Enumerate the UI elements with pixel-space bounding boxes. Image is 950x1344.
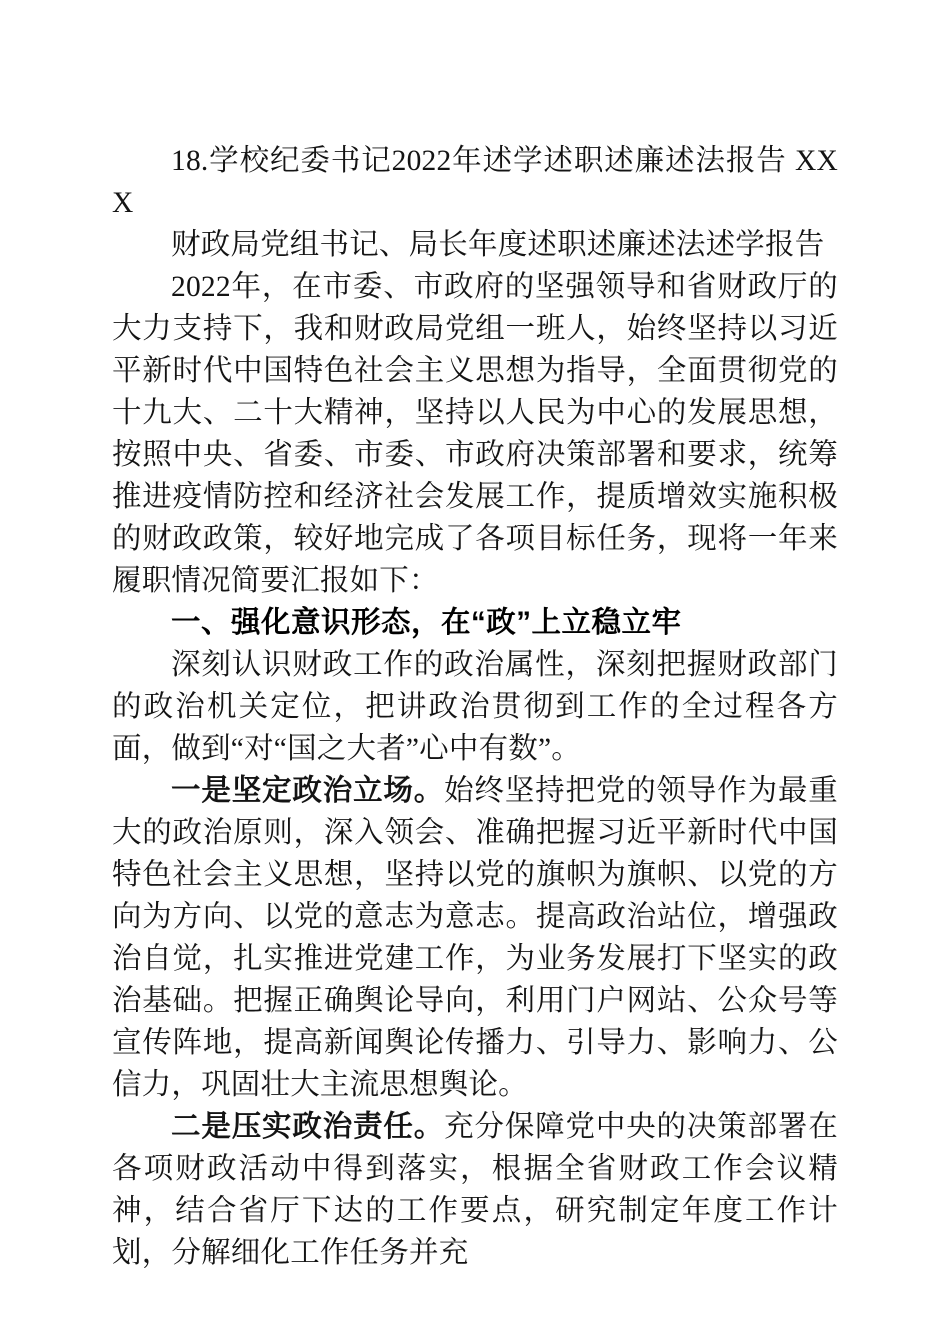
point-one-body: 始终坚持把党的领导作为最重大的政治原则，深入领会、准确把握习近平新时代中国特色社会主义思想，坚持以党的旗帜为旗帜、以党的方向为方向、以党的意志为意志。提高政治站位，增强政治自觉，扎实推进党建工作，为业务发展打下坚实的政治基础。把握正确舆论导向，利用门户网站、公众号等宣传阵地，提高新闻舆论传播力、引导力、影响力、公信力，巩固壮大主流思想舆论。 bbox=[112, 775, 838, 1101]
point-one-lead-in: 一是坚定政治立场。 bbox=[171, 775, 445, 807]
section-1-lead-paragraph: 深刻认识财政工作的政治属性，深刻把握财政部门的政治机关定位，把讲政治贯彻到工作的全过程各方面，做到“对“国之大者”心中有数”。 bbox=[112, 649, 838, 765]
intro-paragraph: 2022年，在市委、市政府的坚强领导和省财政厅的大力支持下，我和财政局党组一班人，始终坚持以习近平新时代中国特色社会主义思想为指导，全面贯彻党的十九大、二十大精神，坚持以人民为中心的发展思想，按照中央、省委、市委、市政府决策部署和要求，统筹推进疫情防控和经济社会发展工作，提质增效实施积极的财政政策，较好地完成了各项目标任务，现将一年来履职情况简要汇报如下： bbox=[112, 271, 838, 597]
point-two-lead-in: 二是压实政治责任。 bbox=[171, 1111, 445, 1143]
point-one-paragraph bbox=[112, 770, 838, 1106]
point-two-paragraph bbox=[112, 1106, 838, 1274]
section-heading-1: 一、强化意识形态，在“政”上立稳立牢 bbox=[171, 606, 682, 639]
document-body bbox=[112, 140, 838, 1274]
document-title-line-1: 18.学校纪委书记2022年述学述职述廉述法报告 XXX bbox=[112, 145, 838, 219]
point-two-body: 充分保障党中央的决策部署在各项财政活动中得到落实，根据全省财政工作会议精神，结合省厅下达的工作要点，研究制定年度工作计划，分解细化工作任务并充 bbox=[112, 1111, 838, 1269]
document-title-line-2: 财政局党组书记、局长年度述职述廉述法述学报告 bbox=[171, 229, 825, 261]
